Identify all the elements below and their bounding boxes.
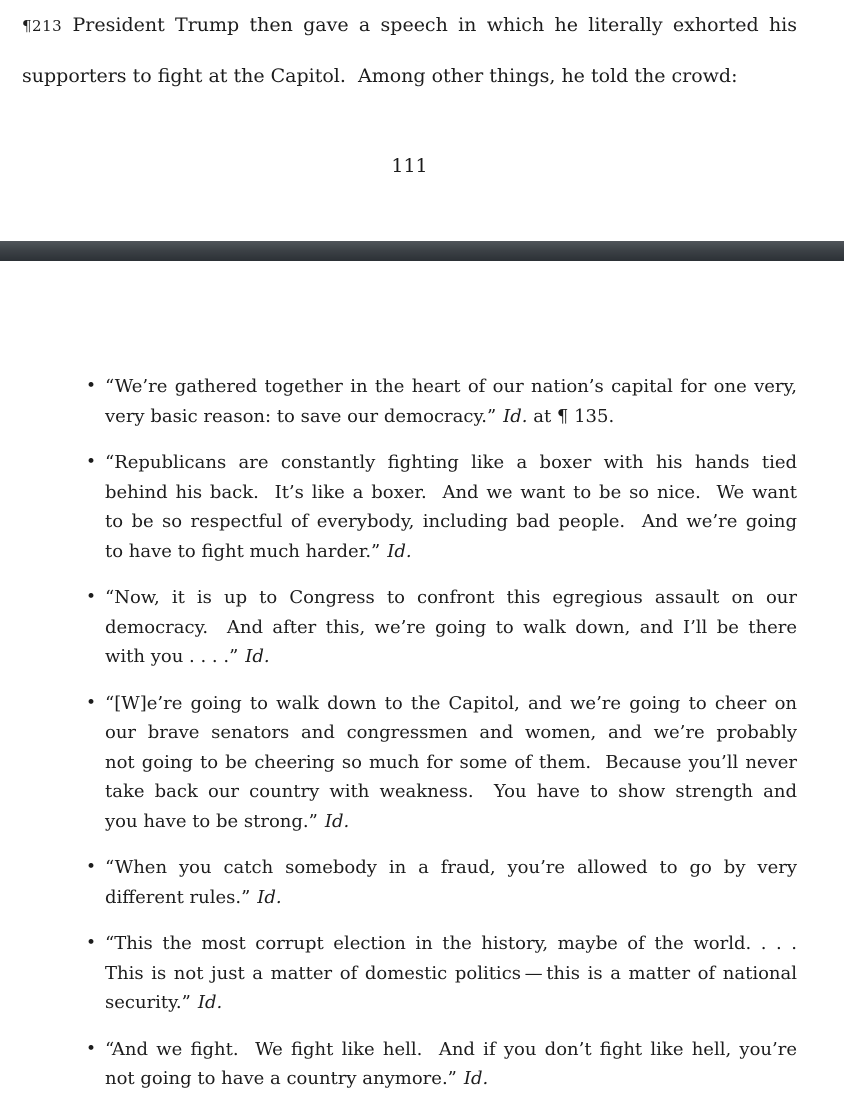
quote-last-line <box>105 807 797 837</box>
quote-line: democracy. And after this, we’re going to walk down, and I’ll be there <box>105 616 797 638</box>
quote-text-block <box>105 1035 797 1094</box>
quote-text: not going to have a country anymore.” <box>105 1068 457 1089</box>
quote-bullet-6 <box>86 929 797 1018</box>
quote-bullet-3 <box>86 583 797 672</box>
bullet-icon: • <box>86 933 97 953</box>
quote-text: you have to be strong.” <box>105 810 318 832</box>
quote-line: behind his back. It’s like a boxer. And we want to be so nice. We want <box>105 481 797 503</box>
quote-text-block <box>105 372 797 431</box>
quote-line: “This the most corrupt election in the history, maybe of the world. . . . <box>105 933 797 954</box>
quote-text-block <box>105 448 797 566</box>
quote-text: to have to fight much harder.” <box>105 540 381 562</box>
quote-line: This is not just a matter of domestic politics — this is a matter of national <box>105 962 797 984</box>
lead-paragraph-line-1 <box>22 0 797 51</box>
quote-text-block <box>105 583 797 672</box>
quote-line: take back our country with weakness. You have to show strength and <box>105 781 797 802</box>
lead-paragraph-line-2 <box>22 51 797 101</box>
citation-id: Id. <box>503 405 528 427</box>
quote-line: not going to be cheering so much for some of them. Because you’ll never <box>105 751 797 773</box>
citation-suffix: at ¶ 135. <box>527 405 615 427</box>
page-number: 111 <box>391 155 428 177</box>
quote-text: very basic reason: to save our democracy.” <box>105 405 497 427</box>
quote-line: “Republicans are constantly fighting like a boxer with his hands tied <box>105 452 797 473</box>
quote-line: to be so respectful of everybody, including bad people. And we’re going <box>105 511 797 532</box>
quote-line: our brave senators and congressmen and women, and we’re probably <box>105 722 797 743</box>
quote-bullet-2 <box>86 448 797 566</box>
lead-paragraph <box>22 0 797 101</box>
bullet-icon: • <box>86 376 97 396</box>
quote-bullet-1 <box>86 372 797 431</box>
quote-bullet-7 <box>86 1035 797 1094</box>
paragraph-number: ¶213 <box>22 17 63 35</box>
quote-bullet-list <box>86 372 797 1099</box>
quote-line: “And we fight. We fight like hell. And if you don’t fight like hell, you’re <box>105 1038 797 1060</box>
quote-bullet-5 <box>86 853 797 912</box>
bullet-icon: • <box>86 692 97 713</box>
quote-bullet-4 <box>86 689 797 837</box>
bullet-icon: • <box>86 452 97 472</box>
citation-id: Id. <box>197 992 223 1013</box>
quote-text: different rules.” <box>105 886 251 908</box>
citation-id: Id. <box>257 886 282 908</box>
bullet-icon: • <box>86 587 97 607</box>
quote-last-line <box>105 402 797 432</box>
lead-paragraph-text-2: supporters to fight at the Capitol. Among other things, he told the crowd: <box>22 65 738 87</box>
quote-text: security.” <box>105 992 191 1013</box>
quote-line: “[W]e’re going to walk down to the Capitol, and we’re going to cheer on <box>105 692 797 714</box>
quote-last-line <box>105 1064 797 1094</box>
quote-last-line <box>105 988 797 1018</box>
bullet-icon: • <box>86 857 97 877</box>
quote-last-line <box>105 883 797 913</box>
citation-id: Id. <box>324 810 350 832</box>
quote-last-line <box>105 642 797 672</box>
quote-line: “Now, it is up to Congress to confront this egregious assault on our <box>105 587 797 608</box>
quote-text: with you . . . .” <box>105 646 239 667</box>
quote-line: “When you catch somebody in a fraud, you’re allowed to go by very <box>105 857 797 878</box>
quote-line: “We’re gathered together in the heart of our nation’s capital for one very, <box>105 376 797 397</box>
bullet-icon: • <box>86 1038 97 1059</box>
citation-id: Id. <box>387 540 412 562</box>
lead-paragraph-text-1: President Trump then gave a speech in which he literally exhorted his <box>72 14 798 36</box>
page-fragment-top <box>0 0 844 241</box>
quote-text-block <box>105 853 797 912</box>
citation-id: Id. <box>245 646 270 667</box>
page-separator-bar <box>0 241 844 261</box>
citation-id: Id. <box>463 1068 489 1089</box>
quote-text-block <box>105 929 797 1018</box>
quote-text-block <box>105 689 797 837</box>
quote-last-line <box>105 537 797 567</box>
